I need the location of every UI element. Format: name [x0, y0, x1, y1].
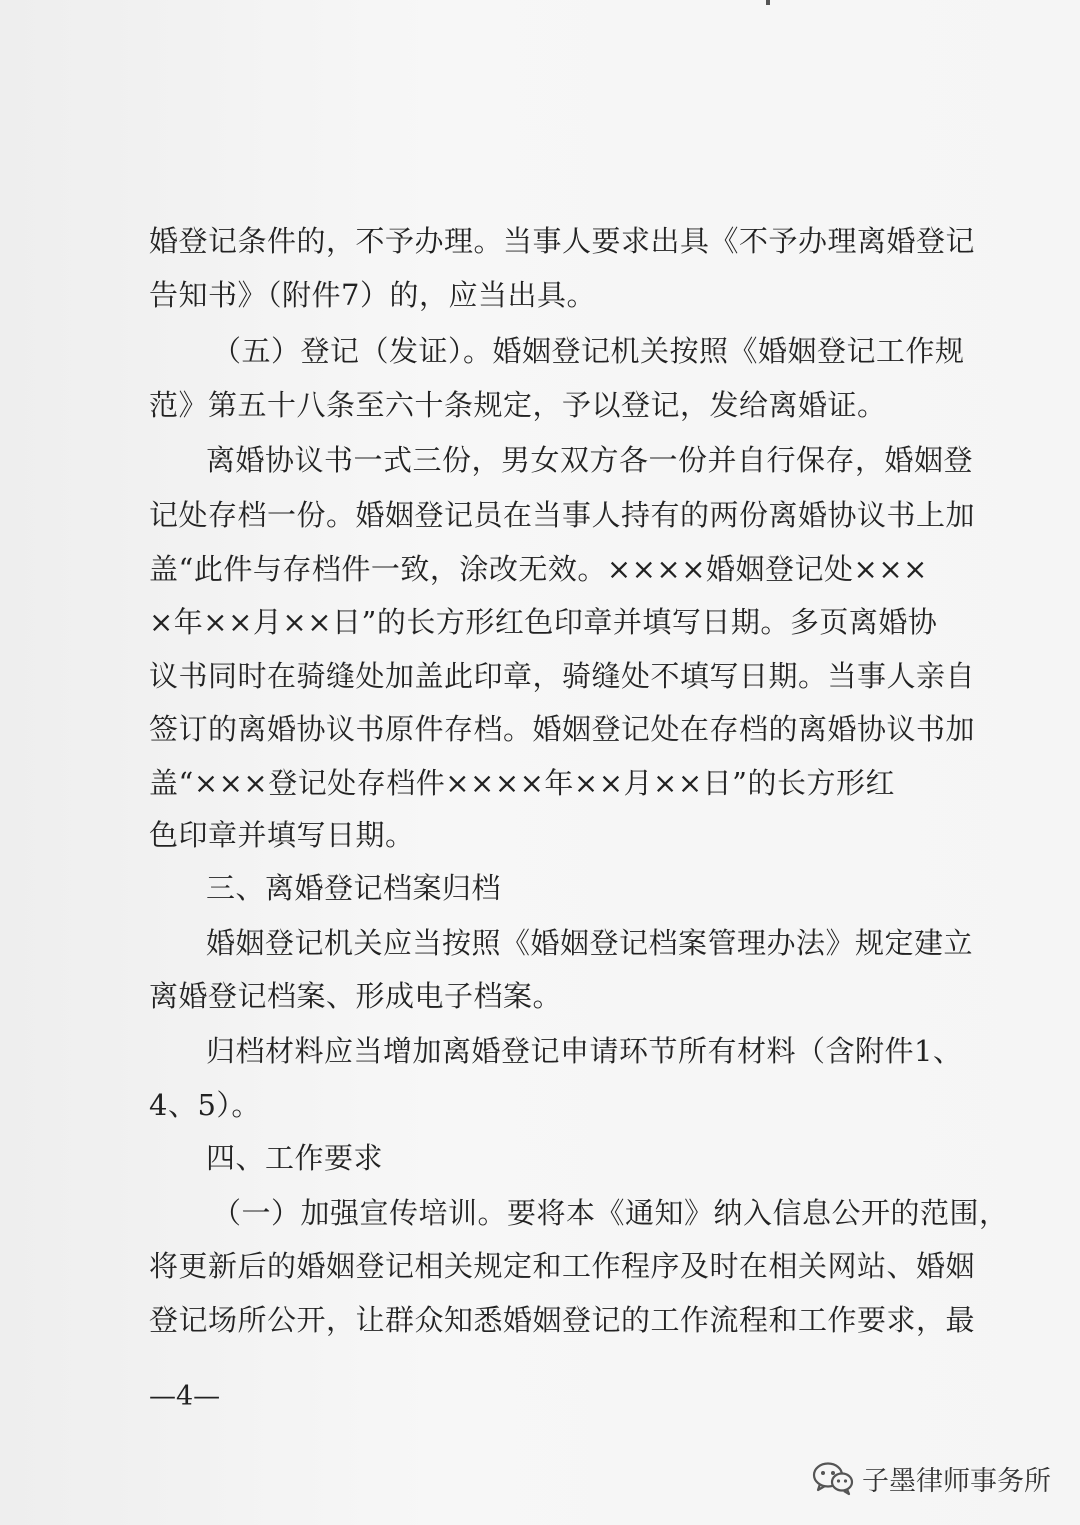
account-watermark: [812, 1456, 1051, 1500]
body-line: 记处存档一份。婚姻登记员在当事人持有的两份离婚协议书上加: [149, 498, 976, 532]
wechat-icon: [812, 1460, 854, 1496]
scan-speck: [766, 0, 770, 5]
body-line: 离婚登记档案、形成电子档案。: [149, 979, 563, 1013]
body-line: 离婚协议书一式三份，男女双方各一份并自行保存，婚姻登: [206, 443, 974, 477]
body-line: 4、5）。: [149, 1088, 261, 1122]
body-line: 告知书》（附件7）的，应当出具。: [149, 278, 596, 312]
page-number: —4—: [149, 1381, 221, 1412]
body-line: 婚姻登记机关应当按照《婚姻登记档案管理办法》规定建立: [206, 926, 974, 960]
body-line: 议书同时在骑缝处加盖此印章，骑缝处不填写日期。当事人亲自: [149, 659, 976, 693]
body-line: 登记场所公开，让群众知悉婚姻登记的工作流程和工作要求，最: [149, 1303, 976, 1337]
body-line: ×年××月××日”的长方形红色印章并填写日期。多页离婚协: [149, 605, 938, 639]
body-line: 签订的离婚协议书原件存档。婚姻登记处在存档的离婚协议书加: [149, 712, 976, 746]
watermark-text: 子墨律师事务所: [862, 1465, 1051, 1497]
body-line: 归档材料应当增加离婚登记申请环节所有材料（含附件1、: [206, 1034, 963, 1068]
body-line: 婚登记条件的，不予办理。当事人要求出具《不予办理离婚登记: [149, 224, 976, 258]
body-line: 色印章并填写日期。: [149, 818, 415, 852]
section-heading: 三、离婚登记档案归档: [206, 871, 502, 905]
section-heading: 四、工作要求: [206, 1141, 384, 1175]
body-line: 范》第五十八条至六十条规定，予以登记，发给离婚证。: [149, 388, 887, 422]
body-line: （一）加强宣传培训。要将本《通知》纳入信息公开的范围，: [212, 1196, 1009, 1230]
body-line: 盖“×××登记处存档件××××年××月××日”的长方形红: [149, 766, 895, 800]
body-line: 将更新后的婚姻登记相关规定和工作程序及时在相关网站、婚姻: [149, 1249, 976, 1283]
body-line: 盖“此件与存档件一致，涂改无效。××××婚姻登记处×××: [149, 552, 928, 586]
body-line: （五）登记（发证）。婚姻登记机关按照《婚姻登记工作规: [212, 334, 965, 368]
